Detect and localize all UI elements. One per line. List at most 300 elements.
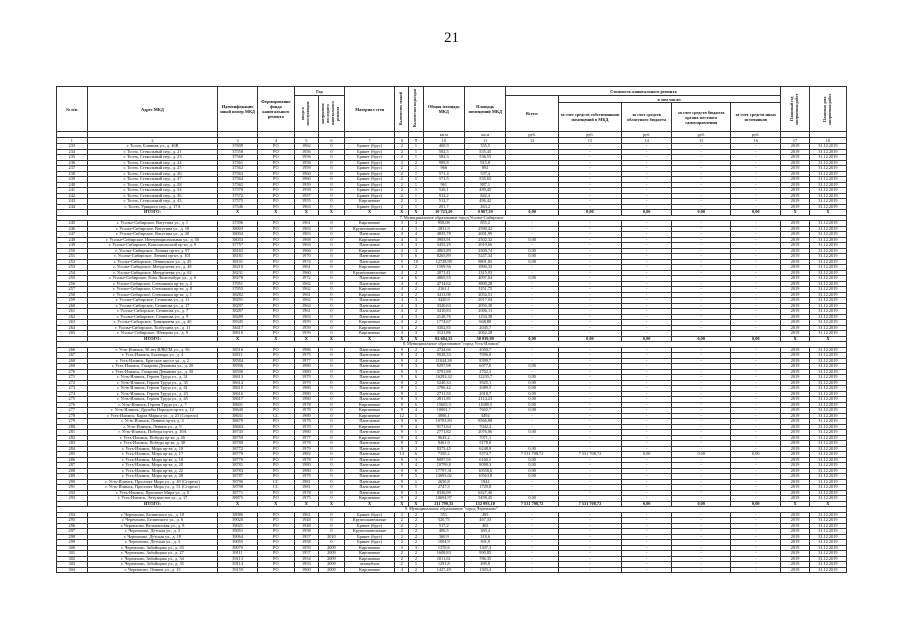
table-cell: 958,08: [423, 221, 464, 227]
table-cell: 12: [395, 413, 409, 419]
table-cell: 2771,82: [423, 430, 464, 436]
table-cell: г. Усть-Илимск, 50 лет ВЛКСМ ул., д. 56: [87, 347, 218, 353]
table-cell: 261: [57, 309, 88, 315]
table-cell: 989,8: [423, 160, 464, 166]
table-cell: 291,7: [423, 204, 464, 210]
table-cell: 2: [409, 325, 423, 331]
table-cell: РО: [257, 474, 294, 480]
table-cell: 1959: [294, 545, 318, 551]
table-cell: 535,45: [464, 149, 505, 155]
table-cell: 0: [318, 347, 344, 353]
table-cell: -: [731, 188, 781, 194]
table-cell: X: [318, 336, 344, 342]
table-cell: 0: [318, 155, 344, 161]
table-cell: -: [731, 496, 781, 502]
table-cell: -: [558, 430, 621, 436]
table-cell: 276: [57, 402, 88, 408]
table-cell: -: [622, 369, 672, 375]
table-cell: -: [672, 193, 731, 199]
table-cell: 292: [57, 490, 88, 496]
table-cell: 38278: [218, 276, 257, 282]
table-cell: 9: [395, 490, 409, 496]
table-cell: -: [622, 204, 672, 210]
table-cell: 2019: [781, 353, 809, 359]
table-cell: 7071,1: [464, 435, 505, 441]
table-cell: 1956: [294, 155, 318, 161]
table-cell: -: [558, 375, 621, 381]
table-cell: -: [506, 358, 558, 364]
table-cell: 3302,85: [423, 325, 464, 331]
table-cell: г. Черемхово, Белинского ул., д. 6: [87, 518, 218, 524]
table-cell: 2019: [781, 155, 809, 161]
table-cell: -: [558, 474, 621, 480]
table-cell: 2019,66: [464, 243, 505, 249]
table-cell: г. Усолье-Сибирское, Сечинова ул., д. 7: [87, 309, 218, 315]
table-cell: 17797,31: [423, 468, 464, 474]
table-cell: Кирпичные: [345, 320, 395, 326]
table-cell: 3320,63: [423, 303, 464, 309]
table-cell: 39051: [218, 529, 257, 535]
table-cell: 37955: [218, 287, 257, 293]
table-cell: 0: [318, 226, 344, 232]
table-cell: -: [558, 232, 621, 238]
table-cell: 246: [57, 226, 88, 232]
table-cell: -: [622, 270, 672, 276]
table-cell: 335,5: [464, 144, 505, 150]
table-cell: -: [731, 435, 781, 441]
table-cell: 38596: [218, 364, 257, 370]
table-cell: -: [558, 188, 621, 194]
table-cell: -: [731, 204, 781, 210]
column-number-cell: 10: [423, 138, 464, 144]
table-cell: 0: [318, 243, 344, 249]
table-cell: 369,4: [464, 529, 505, 535]
table-cell: 289: [57, 474, 88, 480]
table-cell: г. Усть-Илимск, Победы пр-кт, д. 26: [87, 435, 218, 441]
table-cell: 2019: [781, 298, 809, 304]
table-cell: -: [731, 386, 781, 392]
table-cell: -: [558, 149, 621, 155]
table-cell: 1979: [294, 380, 318, 386]
table-cell: СС: [257, 479, 294, 485]
table-cell: Кирпичные: [345, 567, 395, 573]
table-cell: 499,8: [464, 562, 505, 568]
table-cell: -: [622, 248, 672, 254]
table-cell: г. Усть-Илимск, Героев Труда ул., д. 7: [87, 402, 218, 408]
table-cell: Панельные: [345, 309, 395, 315]
table-cell: Кирпичные: [345, 325, 395, 331]
table-cell: -: [731, 182, 781, 188]
table-cell: 571,5: [423, 177, 464, 183]
table-cell: 2019: [781, 435, 809, 441]
table-cell: -: [506, 265, 558, 271]
table-cell: -: [731, 540, 781, 546]
table-cell: г. Черемхово, Белинского ул., д. 18: [87, 512, 218, 518]
table-cell: X: [409, 210, 423, 216]
table-cell: Брикет (брус): [345, 166, 395, 172]
table-cell: г. Усолье-Сибирское, Сечинова ул., д. 11: [87, 298, 218, 304]
table-cell: 267: [57, 353, 88, 359]
table-cell: -: [558, 265, 621, 271]
table-cell: Панельные: [345, 386, 395, 392]
table-cell: -: [558, 353, 621, 359]
table-cell: 1: [409, 430, 423, 436]
table-cell: -: [672, 369, 731, 375]
header-other: за счет средств иных источников: [731, 103, 781, 132]
table-cell: -: [622, 303, 672, 309]
table-cell: 9: [395, 408, 409, 414]
table-cell: Кирпичные: [345, 248, 395, 254]
table-cell: 0: [318, 287, 344, 293]
table-cell: -: [672, 204, 731, 210]
table-cell: 3903,91: [423, 237, 464, 243]
table-cell: Панельные: [345, 232, 395, 238]
table-cell: 2019: [781, 309, 809, 315]
table-cell: 241: [57, 188, 88, 194]
table-cell: -: [622, 441, 672, 447]
table-cell: -: [622, 325, 672, 331]
table-cell: РО: [257, 144, 294, 150]
table-cell: -: [622, 320, 672, 326]
table-cell: 4: [395, 298, 409, 304]
table-cell: 38631: [218, 413, 257, 419]
table-cell: г. Усть-Илимск, Победы пр-кт, д. 10А: [87, 430, 218, 436]
table-cell: 38875: [218, 496, 257, 502]
table-cell: -: [731, 397, 781, 403]
table-cell: 4: [395, 287, 409, 293]
table-cell: РО: [257, 562, 294, 568]
table-cell: -: [731, 364, 781, 370]
table-cell: 2019: [781, 540, 809, 546]
table-cell: -: [506, 567, 558, 573]
table-cell: РО: [257, 193, 294, 199]
table-cell: -: [506, 287, 558, 293]
table-cell: 1: [409, 204, 423, 210]
table-cell: 7 531 708,72: [506, 501, 558, 507]
table-cell: -: [558, 243, 621, 249]
table-cell: 2: [395, 188, 409, 194]
table-cell: 31.12.2019: [809, 391, 846, 397]
table-cell: 31.12.2019: [809, 155, 846, 161]
table-cell: 887,1: [464, 182, 505, 188]
table-cell: г. Усть-Илимск, Ленина ул., д. 9: [87, 424, 218, 430]
table-cell: -: [622, 259, 672, 265]
table-cell: 2: [409, 512, 423, 518]
table-cell: -: [622, 408, 672, 414]
table-cell: 270: [57, 369, 88, 375]
table-cell: -: [672, 149, 731, 155]
table-cell: Брикет (брус): [345, 188, 395, 194]
table-cell: 517,2: [423, 523, 464, 529]
table-cell: РО: [257, 380, 294, 386]
table-cell: 31.12.2019: [809, 490, 846, 496]
table-cell: 1: [409, 193, 423, 199]
table-cell: 0: [318, 529, 344, 535]
table-cell: -: [672, 237, 731, 243]
table-cell: -: [622, 391, 672, 397]
table-cell: 9028,33: [423, 353, 464, 359]
table-cell: Кирпичные: [345, 551, 395, 557]
table-cell: 39070: [218, 545, 257, 551]
table-cell: 495: [464, 512, 505, 518]
table-cell: 2747,5: [423, 485, 464, 491]
table-cell: -: [731, 226, 781, 232]
table-cell: 0: [318, 177, 344, 183]
table-cell: 9461,9: [423, 441, 464, 447]
table-cell: -: [558, 551, 621, 557]
table-cell: г. Усть-Илимск, Мира пр-кт, д. 20: [87, 463, 218, 469]
table-cell: 1890,33: [464, 265, 505, 271]
table-cell: 38165: [218, 248, 257, 254]
table-cell: 2: [395, 166, 409, 172]
table-cell: -: [506, 314, 558, 320]
table-cell: -: [731, 259, 781, 265]
table-cell: 0: [318, 490, 344, 496]
table-cell: 2300,74: [464, 248, 505, 254]
table-cell: 318,6: [464, 534, 505, 540]
table-cell: 0,00: [731, 210, 781, 216]
table-cell: г. Черемхово, Забойщика ул., д. 34: [87, 556, 218, 562]
table-cell: 1962: [294, 144, 318, 150]
table-cell: 3: [409, 446, 423, 452]
table-cell: -: [622, 474, 672, 480]
table-cell: РО: [257, 512, 294, 518]
table-cell: 14: [395, 452, 409, 458]
table-cell: 31.12.2019: [809, 193, 846, 199]
table-cell: 31.12.2019: [809, 160, 846, 166]
table-cell: 4863,89: [423, 248, 464, 254]
table-cell: -: [731, 545, 781, 551]
table-cell: 244: [57, 204, 88, 210]
table-cell: 4: [395, 309, 409, 315]
table-cell: 1978: [294, 441, 318, 447]
table-cell: -: [622, 353, 672, 359]
table-cell: -: [672, 540, 731, 546]
table-cell: -: [506, 298, 558, 304]
table-cell: 9 967,30: [464, 210, 505, 216]
table-cell: 3: [395, 325, 409, 331]
table-cell: 1011,61: [423, 556, 464, 562]
table-cell: -: [731, 529, 781, 535]
table-cell: г. Черемхово, Детская ул., д. 3: [87, 529, 218, 535]
table-cell: 38210: [218, 265, 257, 271]
table-cell: 2: [409, 160, 423, 166]
table-cell: Панельные: [345, 430, 395, 436]
table-cell: 1370,6: [423, 545, 464, 551]
table-cell: 0,00: [506, 463, 558, 469]
table-cell: -: [731, 512, 781, 518]
table-cell: 3: [409, 397, 423, 403]
table-cell: Панельные: [345, 397, 395, 403]
table-cell: РО: [257, 397, 294, 403]
table-cell: 2009: [318, 545, 344, 551]
table-cell: Брикет (брус): [345, 204, 395, 210]
table-cell: 3: [409, 364, 423, 370]
table-cell: -: [622, 485, 672, 491]
table-cell: 39111: [218, 551, 257, 557]
table-cell: -: [506, 281, 558, 287]
table-cell: 1: [409, 149, 423, 155]
table-cell: г. Усолье-Сибирское, Ватутина ул., д. 18: [87, 226, 218, 232]
table-cell: г. Тосно, Стекольный пер., д. 21: [87, 149, 218, 155]
table-cell: 38003: [218, 226, 257, 232]
table-cell: 2019: [781, 292, 809, 298]
table-cell: -: [506, 292, 558, 298]
table-cell: 38181: [218, 254, 257, 260]
table-cell: 0: [318, 468, 344, 474]
table-cell: РО: [257, 386, 294, 392]
table-cell: -: [672, 287, 731, 293]
table-cell: X: [345, 501, 395, 507]
table-cell: РО: [257, 171, 294, 177]
table-cell: -: [622, 413, 672, 419]
table-header: [57, 87, 847, 144]
table-cell: 0: [318, 232, 344, 238]
table-cell: 288: [57, 468, 88, 474]
table-cell: 2050,7: [464, 347, 505, 353]
table-cell: 9: [395, 419, 409, 425]
table-cell: 5: [395, 254, 409, 260]
table-cell: 2019: [781, 303, 809, 309]
table-cell: 8097,95: [423, 457, 464, 463]
table-cell: 4: [395, 281, 409, 287]
table-cell: 6077,6: [464, 364, 505, 370]
table-cell: 38787: [218, 474, 257, 480]
table-cell: 0,00: [731, 452, 781, 458]
table-cell: 9: [395, 446, 409, 452]
table-cell: -: [558, 298, 621, 304]
table-cell: 3: [409, 545, 423, 551]
table-cell: 9: [395, 441, 409, 447]
table-cell: г. Усолье-Сибирское, Стекляшки пр-кт, д. 8: [87, 287, 218, 293]
table-cell: РО: [257, 188, 294, 194]
table-cell: 2019: [781, 237, 809, 243]
table-cell: -: [506, 347, 558, 353]
table-cell: 0: [318, 320, 344, 326]
table-cell: 9: [395, 457, 409, 463]
table-cell: -: [622, 177, 672, 183]
table-cell: X: [345, 336, 395, 342]
table-cell: -: [558, 325, 621, 331]
table-cell: 7042,4: [464, 424, 505, 430]
table-cell: -: [558, 276, 621, 282]
table-cell: 0: [318, 380, 344, 386]
table-cell: 0: [318, 391, 344, 397]
table-cell: 0: [318, 518, 344, 524]
table-cell: 251: [57, 254, 88, 260]
table-cell: 2019: [781, 479, 809, 485]
table-cell: РО: [257, 314, 294, 320]
table-cell: 3: [409, 243, 423, 249]
table-cell: 303: [57, 562, 88, 568]
table-cell: 31.12.2019: [809, 545, 846, 551]
table-cell: Брикет (брус): [345, 523, 395, 529]
table-cell: X: [257, 210, 294, 216]
table-cell: 1978: [294, 490, 318, 496]
table-cell: 2: [409, 265, 423, 271]
table-cell: 38291: [218, 298, 257, 304]
table-cell: 0: [318, 270, 344, 276]
table-cell: -: [622, 402, 672, 408]
table-cell: 1958: [294, 188, 318, 194]
table-cell: Кирпичные: [345, 408, 395, 414]
table-cell: 31.12.2019: [809, 358, 846, 364]
table-cell: 252: [57, 259, 88, 265]
table-cell: -: [731, 358, 781, 364]
table-cell: 37546: [218, 204, 257, 210]
table-cell: -: [558, 281, 621, 287]
table-cell: 2019: [781, 177, 809, 183]
capital-repair-table: [56, 86, 847, 573]
table-cell: -: [731, 276, 781, 282]
table-cell: г. Усолье-Сибирское, Ватутина ул., д. 1: [87, 221, 218, 227]
table-cell: РО: [257, 424, 294, 430]
table-cell: -: [672, 353, 731, 359]
table-cell: -: [558, 204, 621, 210]
table-cell: 1980: [294, 430, 318, 436]
table-cell: 257: [57, 287, 88, 293]
table-cell: 31.12.2019: [809, 298, 846, 304]
table-cell: 2: [409, 287, 423, 293]
table-cell: 31.12.2019: [809, 474, 846, 480]
table-cell: Панельные: [345, 259, 395, 265]
table-cell: -: [731, 402, 781, 408]
table-cell: -: [731, 463, 781, 469]
table-cell: 1963: [294, 226, 318, 232]
table-cell: 3: [409, 226, 423, 232]
table-cell: г. Тосно, Стекольный пер., д. 28: [87, 182, 218, 188]
table-cell: 290: [57, 479, 88, 485]
column-number-cell: 7: [345, 138, 395, 144]
table-cell: 6: [409, 276, 423, 282]
table-cell: 0: [318, 204, 344, 210]
table-cell: -: [672, 413, 731, 419]
unit-cell: руб.: [731, 132, 781, 138]
table-cell: -: [558, 496, 621, 502]
table-cell: -: [622, 424, 672, 430]
table-cell: 6327,46: [464, 490, 505, 496]
table-cell: г. Тосно, Урицкого пер., д. 17А: [87, 204, 218, 210]
table-cell: Брикет (брус): [345, 155, 395, 161]
table-cell: Кирпичные: [345, 292, 395, 298]
table-cell: -: [622, 545, 672, 551]
table-cell: Панельные: [345, 314, 395, 320]
table-cell: -: [558, 435, 621, 441]
table-cell: 37564: [218, 177, 257, 183]
table-cell: 4: [409, 408, 423, 414]
table-cell: 38778: [218, 452, 257, 458]
table-cell: Кирпичные: [345, 237, 395, 243]
table-cell: -: [622, 430, 672, 436]
table-cell: 12728,99: [423, 259, 464, 265]
table-cell: 279: [57, 419, 88, 425]
table-cell: Панельные: [345, 446, 395, 452]
table-cell: РО: [257, 490, 294, 496]
table-cell: 9: [395, 463, 409, 469]
table-cell: -: [731, 534, 781, 540]
table-cell: 2019: [781, 457, 809, 463]
table-cell: 9: [395, 391, 409, 397]
table-cell: 1968: [294, 237, 318, 243]
table-cell: 31.12.2019: [809, 386, 846, 392]
column-number-cell: 13: [558, 138, 621, 144]
table-cell: -: [672, 248, 731, 254]
table-cell: Панельные: [345, 485, 395, 491]
table-cell: X: [257, 501, 294, 507]
table-cell: 1509,56: [423, 265, 464, 271]
table-cell: -: [672, 265, 731, 271]
table-cell: -: [731, 193, 781, 199]
